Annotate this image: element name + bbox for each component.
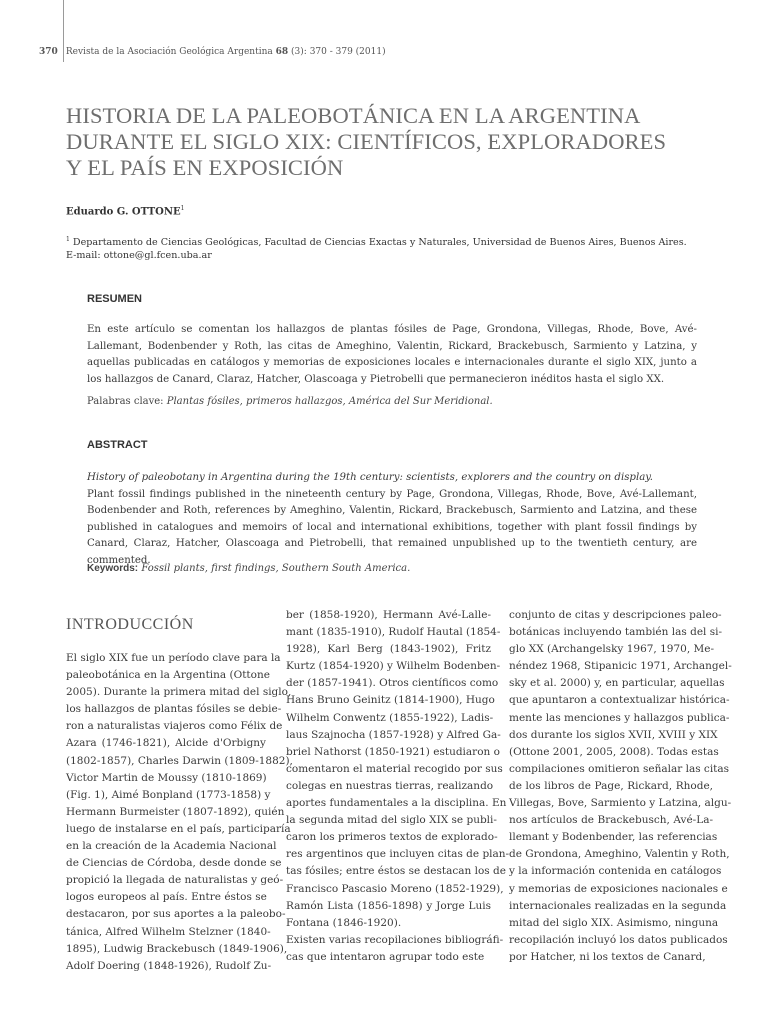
text-line: néndez 1968, Stipanicic 1971, Archangel- <box>509 660 732 673</box>
text-line: mitad del siglo XIX. Asimismo, ninguna <box>509 916 719 929</box>
text-line: la segunda mitad del siglo XIX se publi- <box>286 814 497 827</box>
text-line: cas que intentaron agrupar todo este <box>286 950 485 963</box>
text-line: Fontana (1846-1920). <box>286 916 402 929</box>
author-name: Eduardo G. OTTONE <box>66 206 181 218</box>
abstract-body <box>87 470 697 570</box>
text-line: laus Szajnocha (1857-1928) y Alfred Ga- <box>286 728 501 741</box>
text-line: nos artículos de Brackebusch, Avé-La- <box>509 814 713 827</box>
text-line: res argentinos que incluyen citas de plan- <box>286 848 510 861</box>
text-line: El siglo XIX fue un período clave para la <box>66 652 281 664</box>
text-line: aportes fundamentales a la disciplina. En <box>286 797 507 810</box>
text-line: llemant y Bodenbender, las referencias <box>509 831 718 844</box>
journal-issue-pages: (3): 370 - 379 (2011) <box>291 47 386 57</box>
column-1 <box>66 650 293 975</box>
affiliation-text: Departamento de Ciencias Geológicas, Facultad de Ciencias Exactas y Naturales, Universidad de Buenos Aires, Buenos Aires. <box>72 237 687 249</box>
text-line: por Hatcher, ni los textos de Canard, <box>509 950 706 963</box>
page-number: 370 <box>39 47 58 57</box>
title-line: Y EL PAÍS EN EXPOSICIÓN <box>66 155 344 180</box>
keywords-text: Fossil plants, first findings, Southern South America. <box>141 563 411 574</box>
abstract-keywords <box>87 563 697 574</box>
text-line: Villegas, Bove, Sarmiento y Latzina, algu- <box>509 797 732 810</box>
text-line: ron a naturalistas viajeros como Félix de <box>66 720 283 733</box>
text-line: propició la llegada de naturalistas y geó- <box>66 874 284 887</box>
resumen-keywords <box>87 396 697 407</box>
resumen-heading: RESUMEN <box>87 293 143 305</box>
text-line: internacionales realizadas en la segunda <box>509 899 727 912</box>
text-line: y la información contenida en catálogos <box>509 865 722 878</box>
text-line: Wilhelm Conwentz (1855-1922), Ladis- <box>286 711 494 724</box>
text-line: en la creación de la Academia Nacional <box>66 840 277 853</box>
text-line: sky et al. 2000) y, en particular, aquellas <box>509 677 725 690</box>
text-line: mente las menciones y hallazgos publica- <box>509 711 730 724</box>
text-line: los hallazgos de plantas fósiles se debie- <box>66 703 282 716</box>
abstract-title: History of paleobotany in Argentina during the 19th century: scientists, explorers and the country on display. <box>87 472 653 483</box>
text-line: (Ottone 2001, 2005, 2008). Todas estas <box>509 745 719 758</box>
author-email: E-mail: ottone@gl.fcen.uba.ar <box>66 250 212 262</box>
text-line: Ramón Lista (1856-1898) y Jorge Luis <box>286 899 491 912</box>
text-line: colegas en nuestras tierras, realizando <box>286 779 494 792</box>
title-line: HISTORIA DE LA PALEOBOTÁNICA EN LA ARGENTINA <box>66 103 641 128</box>
text-line: mant (1835-1910), Rudolf Hautal (1854- <box>286 626 501 639</box>
text-line: tánica, Alfred Wilhelm Stelzner (1840- <box>66 925 271 938</box>
text-line: Kurtz (1854-1920) y Wilhelm Bodenben- <box>286 660 501 673</box>
keywords-label: Keywords: <box>87 563 139 574</box>
text-line: comentaron el material recogido por sus <box>286 762 503 775</box>
text-line: Adolf Doering (1848-1926), Rudolf Zu- <box>66 959 272 972</box>
text-line: de los libros de Page, Rickard, Rhode, <box>509 779 713 792</box>
text-line: Existen varias recopilaciones bibliográfi- <box>286 933 504 946</box>
text-line: logos europeos al país. Entre éstos se <box>66 891 267 904</box>
text-line: dos durante los siglos XVII, XVIII y XIX <box>509 728 718 741</box>
author-affiliation-marker: 1 <box>180 205 185 212</box>
abstract-heading: ABSTRACT <box>87 439 148 451</box>
text-line: Hans Bruno Geinitz (1814-1900), Hugo <box>286 694 495 707</box>
text-line: (1802-1857), Charles Darwin (1809-1882), <box>66 754 293 767</box>
text-line: de Grondona, Ameghino, Valentin y Roth, <box>509 848 730 861</box>
column-2 <box>286 607 510 966</box>
title-line: DURANTE EL SIGLO XIX: CIENTÍFICOS, EXPLORADORES <box>66 129 667 154</box>
text-line: der (1857-1941). Otros científicos como <box>286 677 499 690</box>
text-line: botánicas incluyendo también las del si- <box>509 626 723 639</box>
text-line: 1895), Ludwig Brackebusch (1849-1906), <box>66 942 288 955</box>
text-line: (Fig. 1), Aimé Bonpland (1773-1858) y <box>66 788 271 801</box>
affiliation <box>66 233 706 262</box>
text-line: caron los primeros textos de explorado- <box>286 831 498 844</box>
keywords-text: Plantas fósiles, primeros hallazgos, América del Sur Meridional. <box>166 396 493 407</box>
text-line: Francisco Pascasio Moreno (1852-1929), <box>286 882 504 895</box>
introduccion-heading: INTRODUCCIÓN <box>66 616 194 633</box>
text-line: 2005). Durante la primera mitad del siglo, <box>66 686 292 699</box>
column-3 <box>509 607 732 966</box>
keywords-label: Palabras clave: <box>87 396 164 407</box>
author <box>66 205 184 217</box>
text-line: conjunto de citas y descripciones paleo- <box>509 609 722 621</box>
abstract-text: Plant fossil findings published in the nineteenth century by Page, Grondona, Villegas, Rhode, Bove, Avé-Lallemant, Bodenbender and Roth, references by Ameghino, Valentin, Rickard, Brackebusch, Sarmiento and Latzina, and these published in catalogues and memoirs of local and international exhibitions, together with plant fossil findings by Canard, Claraz, Hatcher, Olascoaga and Pietrobelli, that remained unpublished up to the twentieth century, are commented. <box>87 488 697 566</box>
text-line: recopilación incluyó los datos publicados <box>509 933 728 946</box>
affiliation-marker: 1 <box>66 236 70 243</box>
resumen-body: En este artículo se comentan los hallazgos de plantas fósiles de Page, Grondona, Villegas, Rhode, Bove, Avé-Lallemant, Bodenbender y Roth, las citas de Ameghino, Valentin, Rickard, Brackebusch, Sarmiento y Latzina, y aquellas publicadas en catálogos y memorias de exposiciones locales e internacionales durante el siglo XIX, junto a los hallazgos de Canard, Claraz, Hatcher, Olascoaga y Pietrobelli que permanecieron inéditos hasta el siglo XX. <box>87 324 697 385</box>
text-line: y memorias de exposiciones nacionales e <box>509 882 728 895</box>
text-line: de Ciencias de Córdoba, desde donde se <box>66 857 282 870</box>
text-line: luego de instalarse en el país, participaría <box>66 822 291 835</box>
article-title <box>66 103 726 181</box>
text-line: tas fósiles; entre éstos se destacan los de <box>286 865 506 878</box>
text-line: Hermann Burmeister (1807-1892), quién <box>66 805 285 818</box>
text-line: Victor Martin de Moussy (1810-1869) <box>66 771 267 784</box>
text-line: compilaciones omitieron señalar las citas <box>509 762 730 775</box>
running-header <box>39 47 386 57</box>
text-line: glo XX (Archangelsky 1967, 1970, Me- <box>509 643 715 656</box>
text-line: paleobotánica en la Argentina (Ottone <box>66 669 270 682</box>
journal-volume: 68 <box>275 47 289 57</box>
text-line: briel Nathorst (1850-1921) estudiaron o <box>286 745 500 758</box>
text-line: destacaron, por sus aportes a la paleobo- <box>66 908 286 921</box>
text-line: ber (1858-1920), Hermann Avé-Lalle- <box>286 609 491 621</box>
journal-name: Revista de la Asociación Geológica Argentina <box>65 47 273 57</box>
text-line: que apuntaron a contextualizar histórica- <box>509 694 730 707</box>
text-line: Azara (1746-1821), Alcide d'Orbigny <box>66 737 266 750</box>
text-line: 1928), Karl Berg (1843-1902), Fritz <box>286 643 491 656</box>
